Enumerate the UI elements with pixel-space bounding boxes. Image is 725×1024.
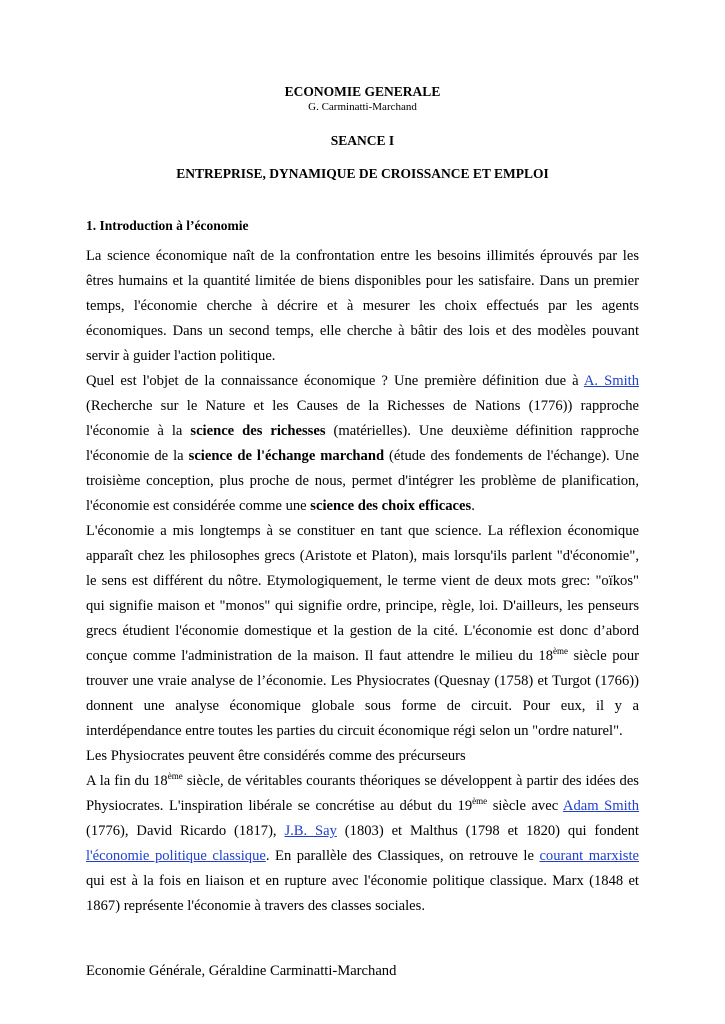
body-text (86, 244, 639, 919)
link-economie-classique[interactable]: l'économie politique classique (86, 848, 266, 864)
session-title: SEANCE I (330, 133, 395, 148)
link-a-smith[interactable]: A. Smith (583, 373, 639, 389)
text-span: (matérielles). Une deuxième définition rapproche l'économie de la (86, 423, 639, 464)
link-jb-say[interactable]: J.B. Say (284, 823, 337, 839)
superscript: ème (553, 646, 568, 656)
superscript: ème (472, 796, 488, 806)
text-span: qui est à la fois en liaison et en rupture avec l'économie politique classique. Marx (1848 et 1867) représente l'économie à travers des classes sociales. (86, 873, 639, 914)
text-span: (étude des fondements de l'échange). Une troisième conception, plus proche de nous, permet d'intégrer les problème de planification, l'économie est considérée comme une (86, 448, 639, 514)
link-courant-marxiste[interactable]: courant marxiste (539, 848, 639, 864)
page-footer: Economie Générale, Géraldine Carminatti-Marchand (86, 963, 397, 979)
text-span: siècle, de véritables courants théoriques se développent à partir des idées des Physiocrates. L'inspiration libérale se concrétise au début du 19 (86, 773, 639, 814)
paragraph-intro: La science économique naît de la confrontation entre les besoins illimités éprouvés par les êtres humains et la quantité limitée de biens disponibles pour les satisfaire. Dans un premier temps, l'économie cherche à décrire et à mesurer les choix effectués par les agents économiques. Dans un second temps, elle cherche à bâtir des lois et des modèles pouvant servir à guider l'action politique. (86, 248, 639, 364)
text-span: (1776), David Ricardo (1817), (86, 823, 285, 839)
link-adam-smith[interactable]: Adam Smith (562, 798, 640, 814)
text-span: siècle avec (487, 798, 563, 814)
text-span: . En parallèle des Classiques, on retrouve le (265, 848, 540, 864)
bold-term: science des richesses (190, 423, 326, 439)
text-span: . (471, 498, 475, 514)
text-span: L'économie a mis longtemps à se constituer en tant que science. La réflexion économique apparaît chez les philosophes grecs (Aristote et Platon), mais lorsqu'ils parlent "d'économie", le sens est différent du nôtre. Etymologiquement, le terme vient de deux mots grec: "oïkos" qui signifie maison et "monos" qui signifie ordre, principe, règle, loi. D'ailleurs, les penseurs grecs étudient l'économie domestique et la gestion de la cité. L'économie est donc d’abord conçue comme l'administration de la maison. Il faut attendre le milieu du 18 (86, 523, 639, 664)
bold-term: science des choix efficaces (310, 498, 472, 514)
superscript: ème (167, 771, 183, 781)
text-span: Quel est l'objet de la connaissance économique ? Une première définition due à (86, 373, 584, 389)
paragraph-precursors: Les Physiocrates peuvent être considérés comme des précurseurs (86, 748, 466, 764)
paragraph-history (86, 519, 639, 744)
author-name: G. Carminatti-Marchand (308, 101, 417, 113)
session-subtitle: ENTREPRISE, DYNAMIQUE DE CROISSANCE ET EMPLOI (176, 166, 549, 181)
document-title: ECONOMIE GENERALE (284, 84, 441, 99)
text-span: (Recherche sur le Nature et les Causes de la Richesses de Nations (1776)) rapproche l'économie à la (86, 398, 639, 439)
text-span: A la fin du 18 (86, 773, 168, 789)
bold-term: science de l'échange marchand (188, 448, 385, 464)
text-span: (1803) et Malthus (1798 et 1820) qui fondent (336, 823, 639, 839)
paragraph-currents (86, 769, 639, 919)
section-heading: 1. Introduction à l’économie (86, 218, 249, 233)
text-span: siècle pour trouver une vraie analyse de l’économie. Les Physiocrates (Quesnay (1758) et Turgot (1766)) donnent une analyse économique globale sous forme de circuit. Pour eux, il y a interdépendance entre toutes les parties du circuit économique régi selon un "ordre naturel". (86, 648, 639, 739)
paragraph-definitions (86, 369, 639, 519)
